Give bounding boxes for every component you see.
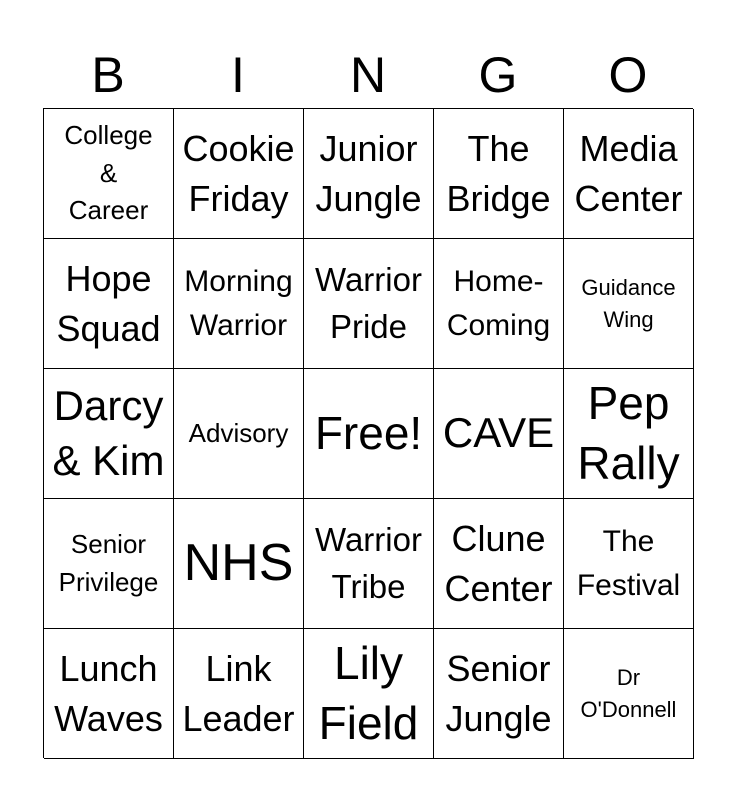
bingo-cell-23[interactable]: [304, 629, 434, 759]
bingo-cell-text: Hope Squad: [56, 257, 161, 349]
bingo-cell-text: Dr O'Donnell: [580, 664, 677, 722]
bingo-cell-text: Cookie Friday: [182, 127, 295, 219]
bingo-cell-text: Lunch Waves: [54, 647, 163, 739]
bingo-cell-21[interactable]: [44, 629, 174, 759]
bingo-cell-text: Junior Jungle: [315, 127, 422, 219]
bingo-cell-1[interactable]: [44, 109, 174, 239]
bingo-cell-22[interactable]: [174, 629, 304, 759]
bingo-cell-13[interactable]: [304, 369, 434, 499]
bingo-cell-text: Home- Coming: [446, 265, 551, 342]
bingo-cell-text: Darcy & Kim: [52, 381, 165, 484]
bingo-card: [43, 108, 693, 758]
bingo-cell-text: Warrior Tribe: [315, 520, 422, 605]
bingo-cell-19[interactable]: [434, 499, 564, 629]
bingo-cell-25[interactable]: [564, 629, 694, 759]
bingo-cell-24[interactable]: [434, 629, 564, 759]
bingo-cell-text: College & Career: [64, 119, 153, 226]
bingo-cell-10[interactable]: [564, 239, 694, 369]
bingo-cell-text: Free!: [314, 406, 423, 459]
bingo-cell-text: Pep Rally: [577, 376, 680, 489]
bingo-cell-text: The Bridge: [446, 127, 551, 219]
bingo-cell-text: Lily Field: [318, 636, 419, 749]
bingo-cell-12[interactable]: [174, 369, 304, 499]
bingo-cell-18[interactable]: [304, 499, 434, 629]
bingo-cell-text: Clune Center: [444, 517, 553, 609]
bingo-cell-6[interactable]: [44, 239, 174, 369]
header-letter-g: G: [478, 47, 518, 103]
bingo-cell-text: Link Leader: [182, 647, 295, 739]
bingo-cell-text: Warrior Pride: [315, 260, 422, 345]
bingo-cell-4[interactable]: [434, 109, 564, 239]
header-letter-o: O: [608, 47, 648, 103]
bingo-cell-15[interactable]: [564, 369, 694, 499]
bingo-cell-text: NHS: [183, 534, 294, 593]
bingo-cell-17[interactable]: [174, 499, 304, 629]
bingo-cell-text: Media Center: [574, 127, 683, 219]
header-letter-b: B: [91, 47, 125, 103]
bingo-cell-9[interactable]: [434, 239, 564, 369]
bingo-cell-3[interactable]: [304, 109, 434, 239]
header-letter-i: I: [231, 47, 245, 103]
bingo-cell-text: Guidance Wing: [581, 274, 676, 332]
bingo-header: [43, 42, 693, 108]
bingo-cell-text: The Festival: [576, 525, 681, 602]
bingo-cell-5[interactable]: [564, 109, 694, 239]
header-letter-n: N: [349, 47, 387, 103]
bingo-cell-text: CAVE: [442, 409, 555, 457]
bingo-cell-2[interactable]: [174, 109, 304, 239]
bingo-cell-text: Senior Privilege: [58, 528, 159, 597]
bingo-cell-20[interactable]: [564, 499, 694, 629]
bingo-cell-text: Advisory: [188, 417, 289, 448]
bingo-cell-16[interactable]: [44, 499, 174, 629]
bingo-cell-11[interactable]: [44, 369, 174, 499]
bingo-cell-text: Morning Warrior: [184, 265, 293, 342]
bingo-cell-8[interactable]: [304, 239, 434, 369]
bingo-cell-14[interactable]: [434, 369, 564, 499]
bingo-cell-text: Senior Jungle: [445, 647, 552, 739]
bingo-cell-7[interactable]: [174, 239, 304, 369]
